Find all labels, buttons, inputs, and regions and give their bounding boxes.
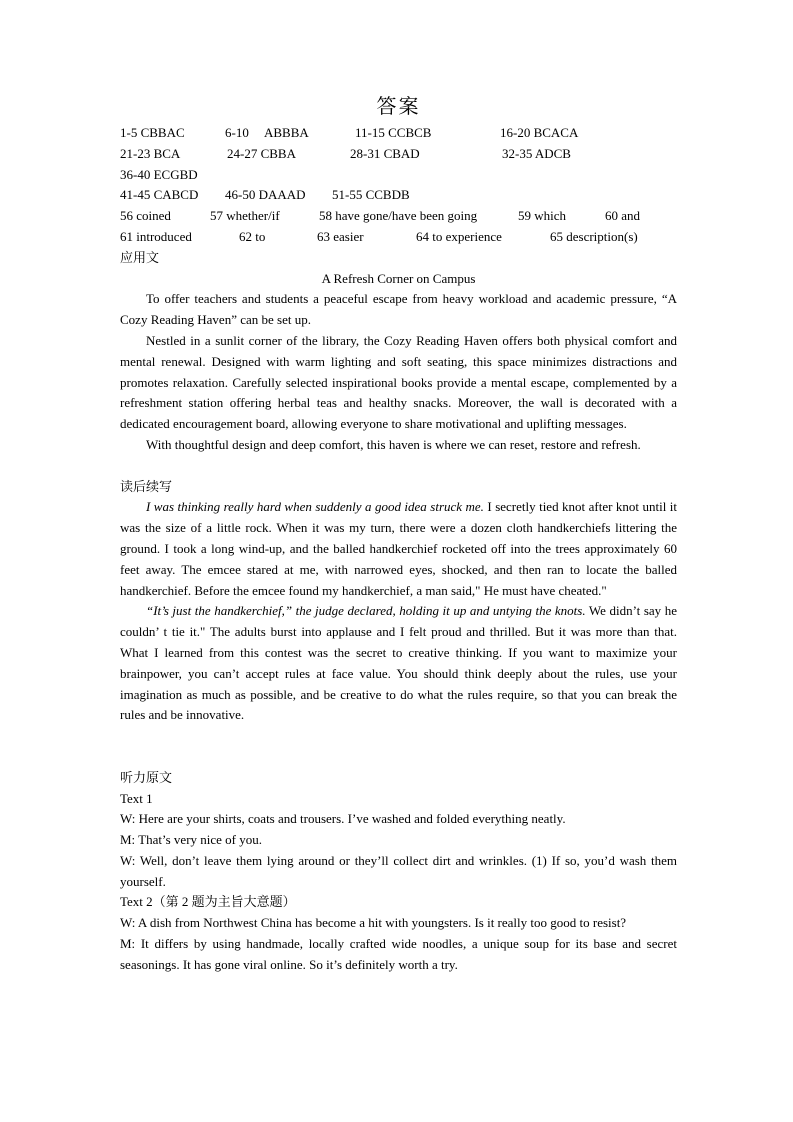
answer-group: 6-10	[225, 125, 249, 140]
answer-item: 56 coined	[120, 208, 171, 224]
answer-item: 59 which	[518, 208, 567, 224]
answer-item: 57 whether/if	[210, 208, 280, 224]
dialogue-line: W: A dish from Northwest China has become a hit with youngsters. Is it really too good to resist?	[120, 915, 627, 931]
practical-writing-heading: 应用文	[120, 249, 160, 265]
essay-paragraph: With thoughtful design and deep comfort, this haven is where we can reset, restore and refresh.	[146, 436, 641, 452]
answer-row-5	[120, 206, 677, 227]
text-label: Text 1	[120, 790, 153, 806]
dialogue-line: W: Here are your shirts, coats and trousers. I’ve washed and folded everything neatly.	[120, 811, 566, 827]
story-opening-sentence: I was thinking really hard when suddenly a good idea struck me.	[146, 499, 484, 515]
answer-item: 60 and	[605, 208, 641, 224]
answer-group: ABBBA	[264, 125, 309, 140]
answer-row-2	[120, 144, 677, 165]
answer-item: 62 to	[239, 228, 266, 244]
answer-row-4	[120, 185, 677, 206]
story-paragraph	[120, 601, 677, 726]
dialogue-line: W: Well, don’t leave them lying around or they’ll collect dirt and wrinkles. (1) If so, you’d wash them yourself.	[120, 852, 677, 889]
story-text: We didn’t say he couldn’ t tie it." The adults burst into applause and I felt proud and thrilled. But it was more than that. What I learned from this contest was the secret to creative thinking. If you want to maximize your brainpower, you can’t accept rules at face value. You should think deeply about the rules, use your imagination as much as possible, and be creative to do what the rules require, so that you can break the rules and be innovative.	[120, 603, 677, 723]
essay-paragraph: Nestled in a sunlit corner of the library, the Cozy Reading Haven offers both physical comfort and mental renewal. Designed with warm lighting and soft seating, this space minimizes distractions and promotes relaxation. Carefully selected inspirational books provide a mental escape, complemented by a refreshment station offering herbal teas and healthy snacks. Moreover, the wall is decorated with a dedicated encouragement board, allowing everyone to share motivational and uplifting messages.	[120, 332, 677, 432]
listening-script-heading: 听力原文	[120, 769, 173, 785]
answer-row-1	[120, 123, 677, 144]
story-paragraph	[120, 497, 677, 601]
answer-group: 46-50 DAAAD	[225, 187, 306, 203]
answer-item: 64 to experience	[416, 228, 502, 244]
answer-item: 65 description(s)	[550, 228, 638, 244]
answer-group: 1-5 CBBAC	[120, 125, 185, 140]
story-opening-sentence: “It’s just the handkerchief,” the judge declared, holding it up and untying the knots.	[146, 603, 586, 619]
answer-item: 58 have gone/have been going	[319, 208, 478, 224]
answer-group: 24-27 CBBA	[227, 145, 296, 161]
answer-item: 61 introduced	[120, 228, 192, 244]
answer-group: 51-55 CCBDB	[332, 187, 410, 203]
document-content	[120, 93, 677, 976]
answer-group: 41-45 CABCD	[120, 187, 199, 203]
answer-group: 32-35 ADCB	[502, 145, 571, 161]
answer-group: 21-23 BCA	[120, 145, 181, 161]
text-label: Text 2（第 2 题为主旨大意题）	[120, 894, 296, 910]
page-title: 答案	[376, 96, 421, 118]
story-text: I secretly tied knot after knot until it was the size of a little rock. When it was my turn, there were a dozen cloth handkerchiefs littering the ground. I took a long wind-up, and the balled handkerchief rocketed off into the trees approximately 60 feet away. The emcee stared at me, with narrowed eyes, shocked, and then ran to locate the balled handkerchief. Before the emcee found my handkerchief, a man said," He must have cheated."	[120, 499, 678, 598]
dialogue-line: M: It differs by using handmade, locally crafted wide noodles, a unique soup for its base and secret seasonings. It has gone viral online. So it’s definitely worth a try.	[120, 936, 677, 972]
dialogue-line: M: That’s very nice of you.	[120, 832, 263, 848]
answer-row-6	[120, 227, 677, 248]
answer-group: 28-31 CBAD	[350, 145, 420, 161]
answer-group: 16-20 BCACA	[500, 125, 579, 140]
answer-row-3	[120, 165, 677, 186]
answer-group: 36-40 ECGBD	[120, 166, 198, 182]
continuation-writing-heading: 读后续写	[120, 478, 173, 494]
essay-paragraph: To offer teachers and students a peaceful escape from heavy workload and academic pressure, “A Cozy Reading Haven” can be set up.	[120, 291, 677, 328]
answer-item: 63 easier	[317, 228, 364, 244]
essay-title: A Refresh Corner on Campus	[321, 270, 476, 286]
answer-group: 11-15 CCBCB	[355, 125, 432, 140]
